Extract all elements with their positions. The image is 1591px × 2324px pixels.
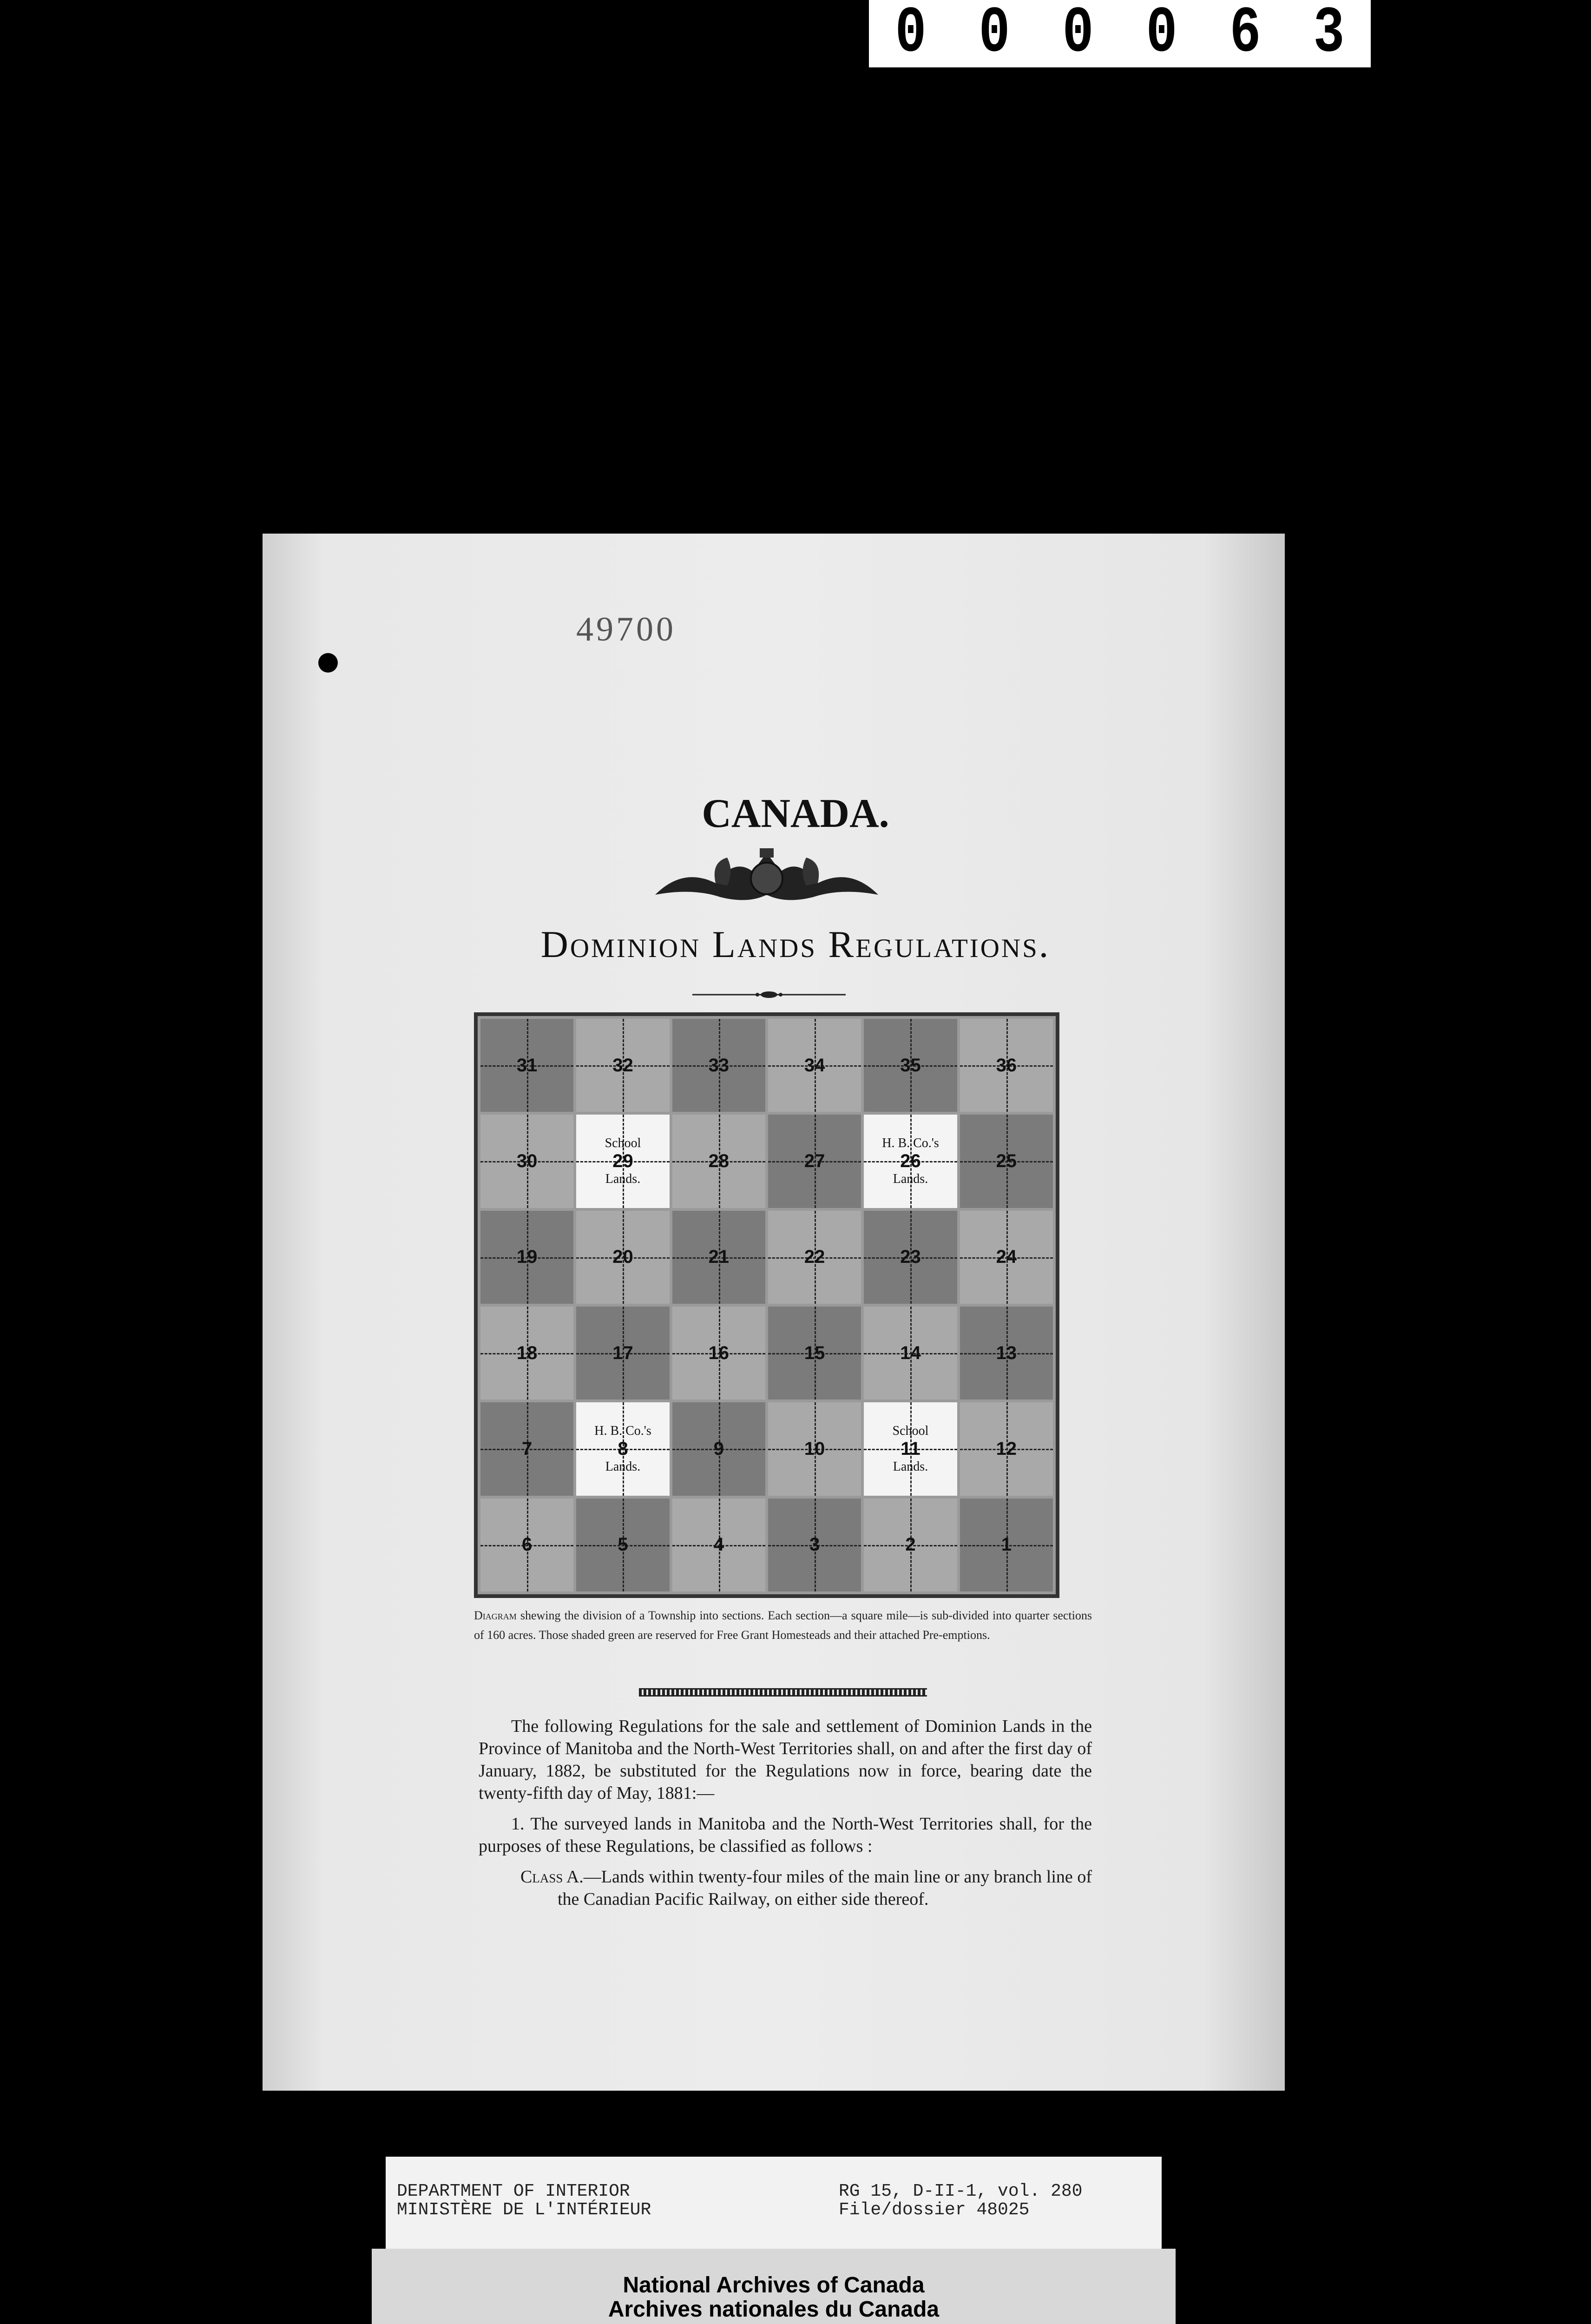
section-number: 3 [809, 1534, 820, 1555]
section-cell [672, 1499, 765, 1591]
section-number: 34 [804, 1055, 825, 1076]
counter-digit: 0 [1062, 0, 1094, 71]
document-subtitle: Dominion Lands Regulations. [540, 923, 1051, 965]
punch-hole [318, 653, 338, 673]
section-cell [576, 1019, 669, 1112]
section-number: 22 [804, 1247, 825, 1268]
section-label: Lands. [893, 1459, 928, 1474]
section-number: 9 [713, 1438, 724, 1459]
counter-digit: 0 [979, 0, 1010, 71]
paragraph: The following Regulations for the sale and settlement of Dominion Lands in the Province of Manitoba and the North-West Territories shall, on and after the first day of January, 1882, be substituted for the Regulations now in force, bearing date the twenty-fifth day of May, 1881:— [479, 1717, 1092, 1803]
section-cell [672, 1019, 765, 1112]
section-cell [864, 1307, 957, 1400]
section-number: 11 [901, 1438, 920, 1459]
department-fr: MINISTÈRE DE L'INTÉRIEUR [397, 2200, 651, 2220]
class-a-lead: Class A. [520, 1867, 584, 1887]
section-number: 28 [708, 1150, 730, 1171]
section-cell [864, 1499, 957, 1591]
ornament-divider [692, 990, 846, 999]
section-number: 10 [804, 1438, 825, 1459]
department-en: DEPARTMENT OF INTERIOR [397, 2181, 630, 2201]
archive-reference-label [386, 2157, 1162, 2250]
section-cell [768, 1307, 861, 1400]
diagram-caption [474, 1606, 1092, 1645]
section-number: 33 [708, 1055, 730, 1076]
section-label: Lands. [893, 1171, 928, 1186]
section-number: 2 [905, 1534, 916, 1555]
section-number: 13 [996, 1342, 1017, 1363]
section-cell [480, 1402, 573, 1495]
section-number: 24 [996, 1247, 1017, 1268]
section-number: 14 [900, 1342, 921, 1363]
section-label: School [605, 1136, 641, 1150]
section-number: 1 [1001, 1534, 1012, 1555]
section-cell [480, 1211, 573, 1304]
township-diagram [474, 1012, 1059, 1598]
section-number: 29 [612, 1150, 633, 1171]
section-number: 27 [804, 1150, 825, 1171]
decorative-rule [639, 1688, 927, 1697]
section-label: Lands. [605, 1171, 641, 1186]
section-cell [576, 1211, 669, 1304]
section-label: Lands. [605, 1459, 641, 1474]
section-number: 23 [900, 1247, 921, 1268]
section-number: 18 [516, 1342, 538, 1363]
section-cell [672, 1211, 765, 1304]
section-cell [768, 1211, 861, 1304]
school-lands-section [576, 1115, 669, 1208]
page-number: 49700 [576, 610, 676, 648]
section-cell [960, 1402, 1053, 1495]
section-number: 7 [522, 1438, 533, 1459]
section-cell [768, 1499, 861, 1591]
section-number: 5 [618, 1534, 628, 1555]
section-number: 26 [900, 1150, 921, 1171]
section-cell [480, 1307, 573, 1400]
counter-digit: 0 [895, 0, 927, 71]
section-number: 4 [713, 1534, 724, 1555]
hbc-lands-section [864, 1115, 957, 1208]
section-cell [480, 1499, 573, 1591]
caption-text: shewing the division of a Township into sections. Each section—a square mile—is sub-divided into quarter sections of 160 acres. Those shaded green are reserved for Free Grant Homesteads and their attached Pre-emptions. [474, 1609, 1092, 1642]
section-cell [864, 1019, 957, 1112]
section-cell [960, 1019, 1053, 1112]
section-cell [672, 1402, 765, 1495]
section-cell [480, 1019, 573, 1112]
counter-digit: 0 [1146, 0, 1177, 71]
section-number: 32 [612, 1055, 633, 1076]
section-cell [672, 1307, 765, 1400]
section-cell [768, 1019, 861, 1112]
counter-digit: 3 [1313, 0, 1345, 71]
section-number: 16 [708, 1342, 730, 1363]
section-number: 19 [516, 1247, 538, 1268]
class-a-text: —Lands within twenty-four miles of the main line or any branch line of the Canadian Pacific Railway, on either side thereof. [558, 1867, 1092, 1909]
section-cell [960, 1307, 1053, 1400]
royal-crest-icon [646, 839, 888, 909]
counter-digit: 6 [1229, 0, 1261, 71]
section-label: School [892, 1423, 929, 1438]
section-number: 17 [612, 1342, 633, 1363]
frame-counter [869, 0, 1371, 71]
file-number: File/dossier 48025 [839, 2200, 1030, 2220]
archives-name-fr: Archives nationales du Canada [608, 2297, 940, 2322]
section-number: 12 [996, 1438, 1017, 1459]
section-cell [768, 1115, 861, 1208]
class-a-paragraph [479, 1866, 1092, 1910]
paragraph: 1. The surveyed lands in Manitoba and the North-West Territories shall, for the purposes of these Regulations, be classified as follows : [479, 1814, 1092, 1856]
section-cell [864, 1211, 957, 1304]
section-cell [768, 1402, 861, 1495]
section-cell [480, 1115, 573, 1208]
school-lands-section [864, 1402, 957, 1495]
section-number: 36 [996, 1055, 1017, 1076]
section-number: 6 [522, 1534, 533, 1555]
section-cell [672, 1115, 765, 1208]
document-title: CANADA. [702, 791, 889, 836]
section-number: 15 [804, 1342, 825, 1363]
regulations-text [479, 1715, 1092, 1919]
archives-name-en: National Archives of Canada [623, 2273, 925, 2298]
section-number: 35 [900, 1055, 921, 1076]
record-group: RG 15, D-II-1, vol. 280 [839, 2181, 1083, 2201]
section-cell [960, 1115, 1053, 1208]
section-number: 25 [996, 1150, 1017, 1171]
section-cell [960, 1211, 1053, 1304]
section-number: 8 [618, 1438, 628, 1459]
section-number: 21 [708, 1247, 730, 1268]
hbc-lands-section [576, 1402, 669, 1495]
section-label: H. B. Co.'s [594, 1423, 651, 1438]
section-cell [960, 1499, 1053, 1591]
section-number: 20 [612, 1247, 633, 1268]
section-label: H. B. Co.'s [882, 1136, 939, 1150]
caption-lead: Diagram [474, 1609, 517, 1622]
section-cell [576, 1307, 669, 1400]
national-archives-label [372, 2249, 1176, 2324]
section-cell [576, 1499, 669, 1591]
section-number: 30 [516, 1150, 538, 1171]
section-number: 31 [516, 1055, 538, 1076]
